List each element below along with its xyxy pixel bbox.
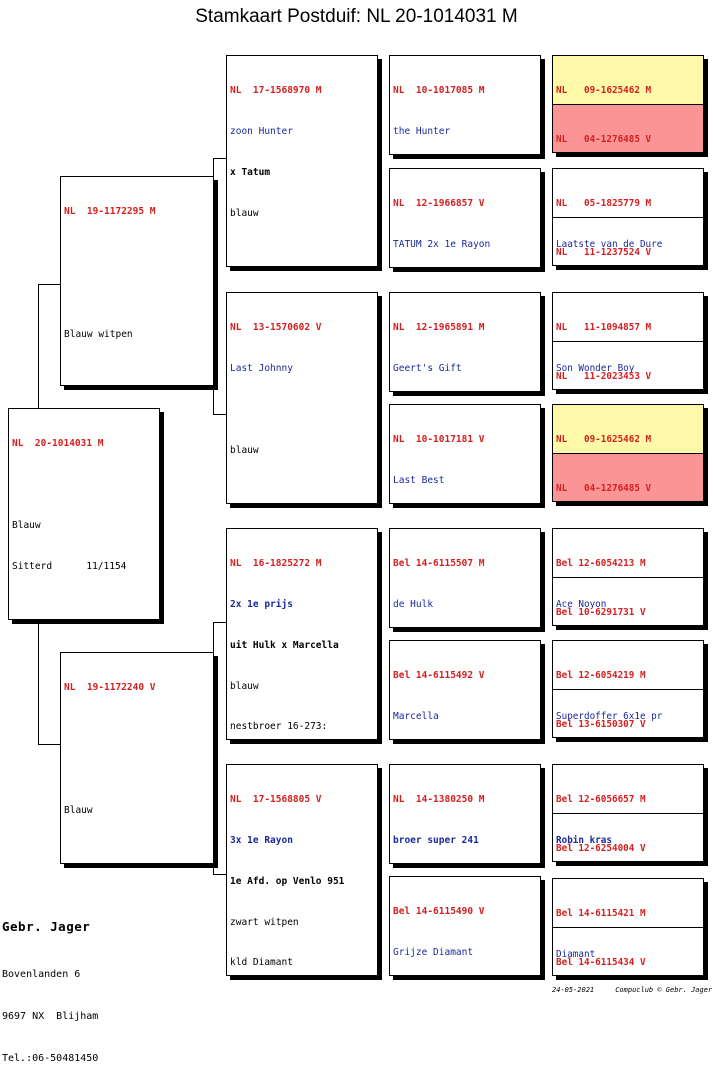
- pigeon-cell: [553, 879, 703, 960]
- pigeon-card-dam: [60, 652, 214, 864]
- page-title: Stamkaart Postduif: NL 20-1014031 M: [195, 6, 518, 27]
- ring-number: NL 17-1568970 M: [230, 85, 322, 97]
- detail-line: 1e Afd. op Venlo 951: [230, 875, 345, 887]
- pigeon-name: Grijze Diamant: [393, 946, 474, 958]
- pigeon-card-sire: [60, 176, 214, 386]
- connector: [213, 158, 226, 159]
- pigeon-card-gp4: [226, 764, 378, 976]
- pigeon-name: de Hulk: [393, 598, 434, 610]
- pigeon-pair-card: [552, 528, 704, 626]
- ring-number: NL 10-1017085 M: [393, 85, 485, 97]
- ring-number: NL 12-1966857 V: [393, 198, 485, 210]
- pigeon-name: TATUM 2x 1e Rayon: [393, 238, 491, 250]
- detail-line: [64, 844, 210, 858]
- detail-line: [12, 600, 156, 614]
- detail-line: kld Diamant: [230, 957, 293, 969]
- ring-number: NL 14-1380250 M: [393, 794, 485, 806]
- pigeon-pair-card: [552, 404, 704, 502]
- ring-number: NL 10-1017181 V: [393, 434, 485, 446]
- detail-line: [64, 763, 210, 777]
- detail-line: Sitterd 11/1154: [12, 560, 127, 572]
- ring-number: NL 11-2023453 V: [556, 371, 652, 383]
- pigeon-card-ggp: [389, 764, 541, 864]
- detail-line: [64, 368, 210, 382]
- ring-number: NL 09-1625462 M: [556, 434, 652, 446]
- detail-line: nestbroer 16-273:: [230, 721, 328, 733]
- ring-number: Bel 12-6056657 M: [556, 794, 646, 806]
- pigeon-name: the Hunter: [393, 125, 451, 137]
- pigeon-cell: [553, 218, 703, 266]
- detail-line: blauw: [230, 444, 259, 456]
- pigeon-name: Ace Noyon: [556, 598, 607, 610]
- ring-number: NL 04-1276485 V: [556, 134, 652, 146]
- pigeon-name: Diamant: [556, 948, 596, 960]
- pigeon-name: broer super 241: [393, 834, 479, 846]
- pigeon-pair-card: [552, 878, 704, 976]
- pigeon-card-ggp: [389, 404, 541, 504]
- detail-line: Blauw: [12, 519, 41, 531]
- ring-number: Bel 10-6291731 V: [556, 607, 646, 619]
- pigeon-name: Marcella: [393, 710, 439, 722]
- detail-line: [230, 484, 374, 498]
- ring-number: Bel 13-6150307 V: [556, 719, 646, 731]
- connector: [213, 414, 226, 415]
- pigeon-cell: [553, 56, 703, 105]
- ring-number: NL 20-1014031 M: [12, 438, 104, 450]
- ring-number: NL 12-1965891 M: [393, 322, 485, 334]
- connector: [38, 284, 62, 285]
- detail-line: x Tatum: [230, 166, 271, 178]
- ring-number: NL 16-1825272 M: [230, 558, 322, 570]
- detail-line: [12, 478, 156, 492]
- ring-number: NL 19-1172240 V: [64, 682, 156, 694]
- ring-number: Bel 14-6115507 M: [393, 558, 485, 570]
- ring-number: NL 13-1570602 V: [230, 322, 322, 334]
- connector: [38, 744, 62, 745]
- pigeon-cell: [553, 641, 703, 722]
- ring-number: Bel 12-6054219 M: [556, 670, 646, 682]
- pigeon-cell: [553, 342, 703, 390]
- ring-number: Bel 14-6115490 V: [393, 906, 485, 918]
- pigeon-card-gp2: [226, 292, 378, 504]
- ring-number: Bel 12-6054213 M: [556, 558, 646, 570]
- ring-number: NL 09-1625462 M: [556, 85, 652, 97]
- pigeon-pair-card: [552, 292, 704, 390]
- detail-line: [230, 403, 374, 417]
- detail-line: [64, 246, 210, 260]
- pigeon-card-ggp: [389, 528, 541, 628]
- detail-line: blauw: [230, 207, 259, 219]
- detail-line: [64, 287, 210, 301]
- pigeon-card-ggp: [389, 640, 541, 740]
- pigeon-name: Geert's Gift: [393, 362, 462, 374]
- ring-number: NL 17-1568805 V: [230, 794, 322, 806]
- owner-address: Bovenlanden 6: [2, 969, 81, 980]
- pigeon-name: Last Best: [393, 474, 445, 486]
- pigeon-name: 2x 1e prijs: [230, 598, 293, 610]
- pigeon-cell: [553, 105, 703, 153]
- connector: [213, 874, 226, 875]
- pigeon-name: Son Wonder Boy: [556, 362, 635, 374]
- connector: [213, 622, 226, 623]
- pigeon-card-subject: [8, 408, 160, 620]
- pigeon-pair-card: [552, 640, 704, 738]
- pigeon-name: Superdoffer 6x1e pr: [556, 710, 663, 722]
- pigeon-cell: [553, 169, 703, 250]
- pigeon-pair-card: [552, 764, 704, 862]
- detail-line: blauw: [230, 680, 259, 692]
- pigeon-cell: [553, 405, 703, 454]
- pigeon-name: Last Johnny: [230, 362, 293, 374]
- owner-phone: Tel.:06-50481450: [2, 1053, 99, 1064]
- detail-line: uit Hulk x Marcella: [230, 639, 339, 651]
- owner-city: 9697 NX Blijham: [2, 1011, 99, 1022]
- pigeon-card-ggp: [389, 55, 541, 155]
- ring-number: NL 19-1172295 M: [64, 206, 156, 218]
- pigeon-card-ggp: [389, 168, 541, 268]
- pigeon-card-gp1: [226, 55, 378, 267]
- ring-number: NL 04-1276485 V: [556, 483, 652, 495]
- detail-line: zwart witpen: [230, 916, 299, 928]
- ring-number: NL 11-1094857 M: [556, 322, 652, 334]
- pigeon-cell: [553, 690, 703, 738]
- ring-number: Bel 14-6115434 V: [556, 957, 646, 969]
- pigeon-name: 3x 1e Rayon: [230, 834, 293, 846]
- ring-number: NL 11-1237524 V: [556, 247, 652, 259]
- owner-info: [2, 892, 98, 1080]
- pigeon-pair-card: [552, 168, 704, 266]
- ring-number: Bel 14-6115421 M: [556, 908, 646, 920]
- pigeon-cell: [553, 814, 703, 862]
- pigeon-cell: [553, 454, 703, 502]
- ring-number: Bel 14-6115492 V: [393, 670, 485, 682]
- pigeon-name: Robin kras: [556, 834, 612, 846]
- pigeon-cell: [553, 578, 703, 626]
- detail-line: Blauw witpen: [64, 328, 133, 340]
- owner-name: Gebr. Jager: [2, 919, 91, 934]
- pigeon-pair-card: [552, 55, 704, 153]
- pigeon-cell: [553, 293, 703, 374]
- ring-number: NL 05-1825779 M: [556, 198, 652, 210]
- detail-line: Blauw: [64, 804, 93, 816]
- pigeon-name: Laatste van de Dure: [556, 238, 663, 250]
- pigeon-card-gp3: [226, 528, 378, 740]
- footer-credit: 24-05-2021 Compuclub © Gebr. Jager: [552, 986, 713, 994]
- pigeon-name: zoon Hunter: [230, 125, 293, 137]
- pigeon-cell: [553, 765, 703, 846]
- pigeon-cell: [553, 928, 703, 976]
- pigeon-card-ggp: [389, 876, 541, 976]
- detail-line: [64, 722, 210, 736]
- pigeon-card-ggp: [389, 292, 541, 392]
- ring-number: Bel 12-6254004 V: [556, 843, 646, 855]
- pigeon-cell: [553, 529, 703, 610]
